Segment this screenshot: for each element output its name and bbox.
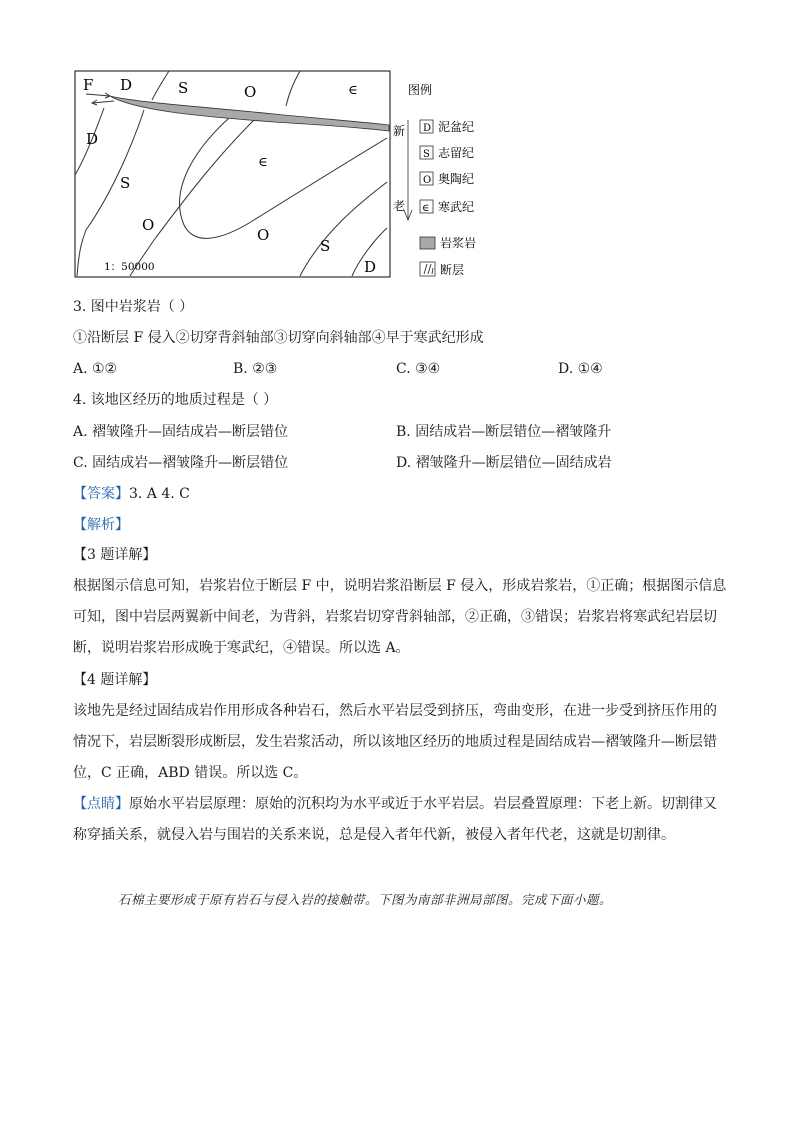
legend-label: 泥盆纪 xyxy=(438,120,475,134)
q4-option-a[interactable]: A. 褶皱隆升—固结成岩—断层错位 xyxy=(73,424,289,440)
analysis-label: 【解析】 xyxy=(73,517,129,533)
label-D: D xyxy=(86,130,99,148)
q4-option-b[interactable]: B. 固结成岩—断层错位—褶皱隆升 xyxy=(396,424,612,440)
label-O: O xyxy=(257,226,270,244)
legend-label: 岩浆岩 xyxy=(440,236,477,250)
magma-body xyxy=(110,96,389,131)
answer-text: 3. A 4. C xyxy=(129,486,190,502)
q3-option-c[interactable]: C. ③④ xyxy=(396,361,441,377)
legend-new: 新 xyxy=(393,124,406,138)
detail4-line: 位，C 正确，ABD 错误。所以选 C。 xyxy=(73,765,308,781)
next-question-intro: 石棉主要形成于原有岩石与侵入岩的接触带。下图为南部非洲局部图。完成下面小题。 xyxy=(118,892,613,907)
legend-title: 图例 xyxy=(408,83,433,97)
q3-statements: ①沿断层 F 侵入②切穿背斜轴部③切穿向斜轴部④早于寒武纪形成 xyxy=(73,330,484,346)
label-O: O xyxy=(142,216,155,234)
legend-old: 老 xyxy=(393,199,406,213)
legend-symbol: O xyxy=(423,175,432,186)
label-S: S xyxy=(320,237,331,255)
detail3-line: 根据图示信息可知，岩浆岩位于断层 F 中，说明岩浆沿断层 F 侵入，形成岩浆岩，①正确；根据图示信息 xyxy=(73,578,727,594)
label-cambrian: ∈ xyxy=(258,155,268,170)
geologic-map-figure xyxy=(74,70,486,286)
age-arrow xyxy=(404,120,412,220)
legend-label: 志留纪 xyxy=(438,146,475,160)
detail4-heading: 【4 题详解】 xyxy=(73,672,157,688)
detail3-line: 断，说明岩浆岩形成晚于寒武纪，④错误。所以选 A。 xyxy=(73,640,410,656)
q4-option-c[interactable]: C. 固结成岩—褶皱隆升—断层错位 xyxy=(73,455,289,471)
scale-label: 1：50000 xyxy=(104,261,155,273)
legend-magma-swatch xyxy=(420,237,435,249)
q3-option-a[interactable]: A. ①② xyxy=(73,361,118,377)
legend-label: 奥陶纪 xyxy=(438,172,475,186)
q3-stem: 3. 图中岩浆岩（ ） xyxy=(73,299,194,315)
tip-text: 原始水平岩层原理：原始的沉积均为水平或近于水平岩层。岩层叠置原理：下老上新。切割律又 xyxy=(129,796,717,812)
detail4-line: 情况下，岩层断裂形成断层，发生岩浆活动，所以该地区经历的地质过程是固结成岩—褶皱隆升—断层错 xyxy=(73,734,717,750)
detail3-heading: 【3 题详解】 xyxy=(73,547,157,563)
tip-label: 【点睛】 xyxy=(73,796,129,812)
detail4-line: 该地先是经过固结成岩作用形成各种岩石，然后水平岩层受到挤压，弯曲变形，在进一步受到挤压作用的 xyxy=(73,703,717,719)
label-D: D xyxy=(120,76,133,94)
label-F: F xyxy=(83,76,94,94)
fault-symbol-icon xyxy=(424,264,433,274)
boundary-line xyxy=(152,71,169,100)
q4-stem: 4. 该地区经历的地质过程是（ ） xyxy=(73,392,278,408)
answer-label: 【答案】 xyxy=(73,486,129,502)
q3-option-b[interactable]: B. ②③ xyxy=(233,361,278,377)
boundary-line xyxy=(180,118,387,238)
tip-line xyxy=(73,795,717,813)
legend-symbol: ∈ xyxy=(422,203,430,214)
detail3-line: 可知，图中岩层两翼新中间老，为背斜，岩浆岩切穿背斜轴部，②正确，③错误；岩浆岩将寒武纪岩层切 xyxy=(73,609,717,625)
legend-label: 寒武纪 xyxy=(438,200,475,214)
label-O: O xyxy=(244,83,257,101)
label-cambrian: ∈ xyxy=(348,83,358,98)
q3-option-d[interactable]: D. ①④ xyxy=(558,361,603,377)
label-D: D xyxy=(364,258,377,276)
label-S: S xyxy=(120,174,131,192)
legend-symbol: S xyxy=(423,149,430,160)
legend-label: 断层 xyxy=(440,263,465,277)
answer-line xyxy=(73,485,190,503)
label-S: S xyxy=(178,79,189,97)
boundary-line xyxy=(130,120,254,276)
q4-option-d[interactable]: D. 褶皱隆升—断层错位—固结成岩 xyxy=(396,455,612,471)
legend-symbol: D xyxy=(423,123,432,134)
tip-line: 称穿插关系，就侵入岩与围岩的关系来说，总是侵入者年代新，被侵入者年代老，这就是切割律。 xyxy=(73,827,675,843)
boundary-line xyxy=(286,71,300,106)
